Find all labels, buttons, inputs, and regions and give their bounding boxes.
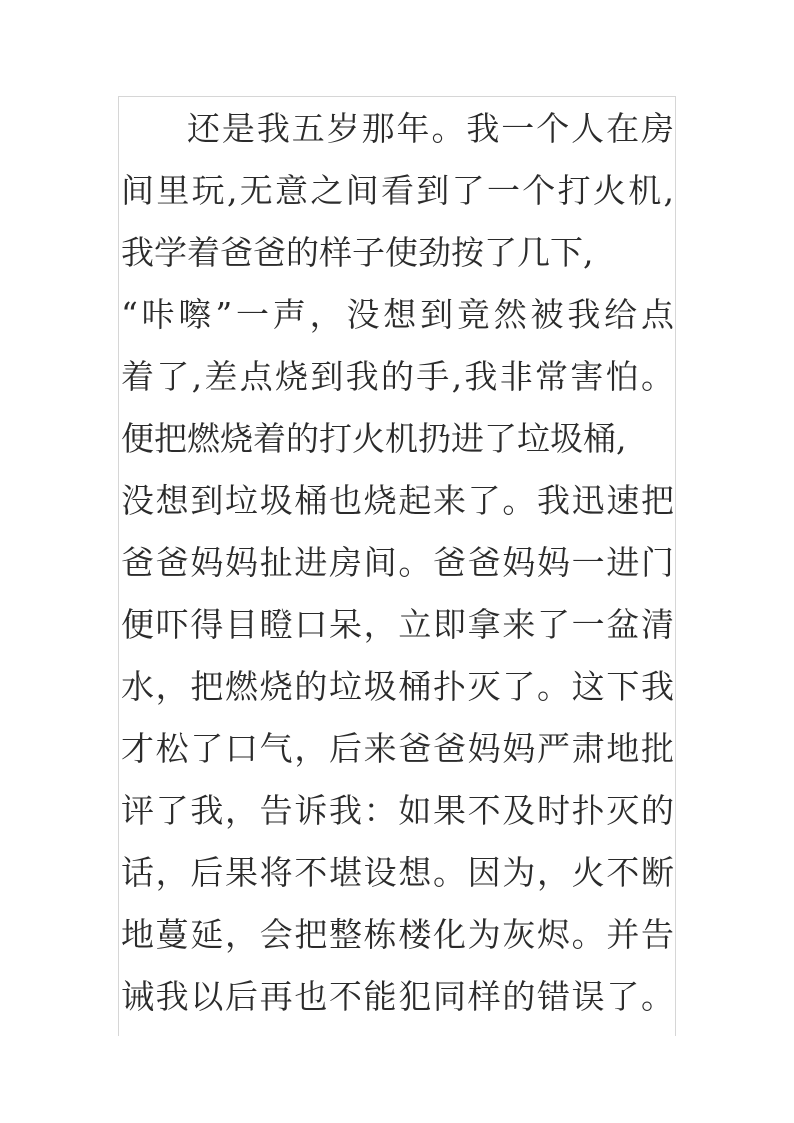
text-line: 才松了口气，后来爸爸妈妈严肃地批 xyxy=(121,729,674,768)
text-line: 爸爸妈妈扯进房间。爸爸妈妈一进门 xyxy=(121,543,674,582)
text-line: 着了,差点烧到我的手,我非常害怕。 xyxy=(121,357,674,396)
text-line: 便把燃烧着的打火机扔进了垃圾桶, xyxy=(121,419,627,458)
text-line: 话，后果将不堪设想。因为，火不断 xyxy=(121,853,674,892)
text-line: 没想到垃圾桶也烧起来了。我迅速把 xyxy=(121,481,674,520)
text-line: 水，把燃烧的垃圾桶扑灭了。这下我 xyxy=(121,667,674,706)
text-line: 我学着爸爸的样子使劲按了几下, xyxy=(121,233,594,272)
essay-paragraph xyxy=(121,98,674,1028)
text-line: 评了我，告诉我：如果不及时扑灭的 xyxy=(121,791,674,830)
text-line: 地蔓延，会把整栋楼化为灰烬。并告 xyxy=(121,915,674,954)
text-line: 还是我五岁那年。我一个人在房 xyxy=(187,109,674,148)
text-line: 诫我以后再也不能犯同样的错误了。 xyxy=(121,977,674,1016)
text-line: 便吓得目瞪口呆，立即拿来了一盆清 xyxy=(121,605,674,644)
text-line: 间里玩,无意之间看到了一个打火机, xyxy=(121,171,674,210)
text-line: “咔嚓”一声，没想到竟然被我给点 xyxy=(121,295,674,334)
